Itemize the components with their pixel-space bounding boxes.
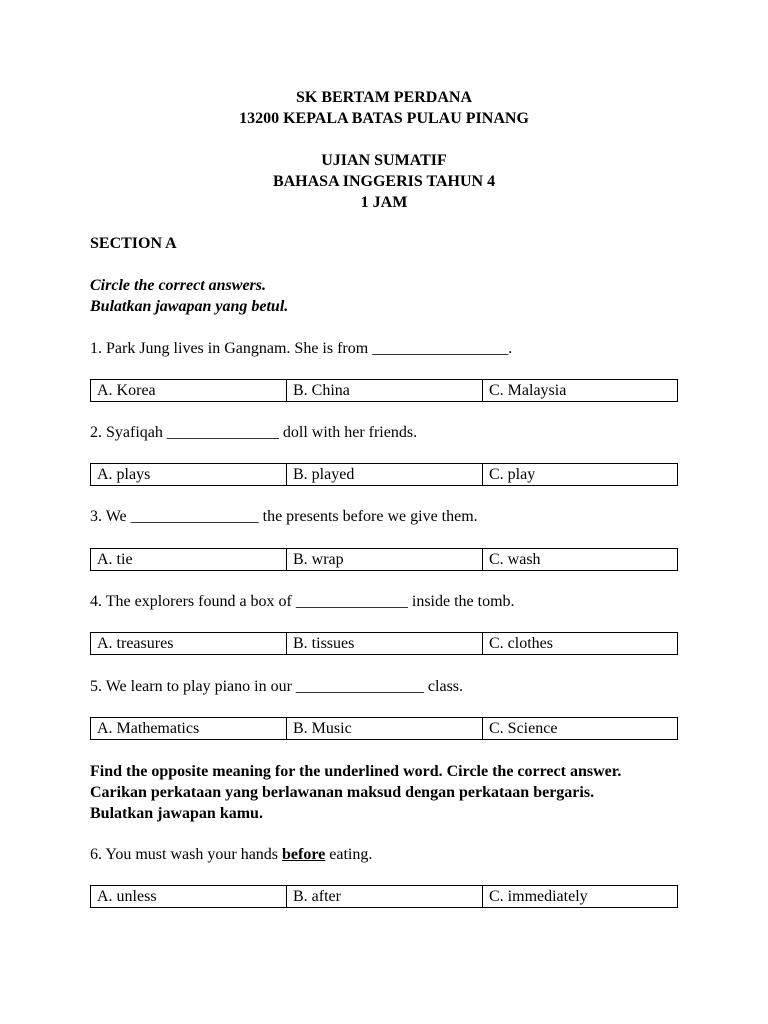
option-b[interactable]: B. China bbox=[287, 380, 483, 401]
instruction-english: Circle the correct answers. bbox=[90, 277, 266, 294]
question-6-prefix: 6. You must wash your hands bbox=[90, 846, 283, 863]
question-1: 1. Park Jung lives in Gangnam. She is from _________________. bbox=[90, 340, 513, 357]
option-b[interactable]: B. wrap bbox=[287, 549, 483, 570]
option-b[interactable]: B. after bbox=[287, 886, 483, 907]
option-b[interactable]: B. tissues bbox=[287, 633, 483, 654]
option-a[interactable]: A. Mathematics bbox=[91, 718, 287, 739]
instruction-malay: Bulatkan jawapan yang betul. bbox=[90, 298, 289, 315]
option-c[interactable]: C. clothes bbox=[489, 635, 553, 652]
question-5-options bbox=[90, 717, 678, 740]
question-5: 5. We learn to play piano in our ________________ class. bbox=[90, 678, 464, 695]
opposite-instruction-malay-2: Bulatkan jawapan kamu. bbox=[90, 805, 263, 822]
exam-duration: 1 JAM bbox=[360, 194, 408, 211]
school-name: SK BERTAM PERDANA bbox=[295, 89, 473, 106]
option-c[interactable]: C. wash bbox=[489, 551, 541, 568]
option-c[interactable]: C. immediately bbox=[489, 888, 588, 905]
question-3: 3. We ________________ the presents before we give them. bbox=[90, 508, 478, 525]
school-address: 13200 KEPALA BATAS PULAU PINANG bbox=[239, 110, 529, 127]
option-b[interactable]: B. played bbox=[287, 464, 483, 485]
option-a[interactable]: A. Korea bbox=[91, 380, 287, 401]
option-a[interactable]: A. unless bbox=[91, 886, 287, 907]
question-6-suffix: eating. bbox=[325, 846, 373, 863]
exam-subject: BAHASA INGGERIS TAHUN 4 bbox=[272, 173, 496, 190]
option-a[interactable]: A. tie bbox=[91, 549, 287, 570]
opposite-instruction-english: Find the opposite meaning for the underlined word. Circle the correct answer. bbox=[90, 763, 622, 780]
option-c[interactable]: C. Malaysia bbox=[489, 382, 567, 399]
option-c[interactable]: C. play bbox=[489, 466, 536, 483]
option-b[interactable]: B. Music bbox=[287, 718, 483, 739]
question-6 bbox=[90, 845, 372, 865]
question-2-options bbox=[90, 463, 678, 486]
question-4: 4. The explorers found a box of ______________ inside the tomb. bbox=[90, 593, 515, 610]
question-6-options bbox=[90, 885, 678, 908]
opposite-instruction-malay: Carikan perkataan yang berlawanan maksud dengan perkataan bergaris. bbox=[90, 784, 595, 801]
question-3-options bbox=[90, 548, 678, 571]
exam-title: UJIAN SUMATIF bbox=[321, 152, 447, 169]
section-heading: SECTION A bbox=[90, 235, 177, 252]
question-4-options bbox=[90, 632, 678, 655]
option-a[interactable]: A. treasures bbox=[91, 633, 287, 654]
underlined-word: before bbox=[282, 846, 326, 863]
option-a[interactable]: A. plays bbox=[91, 464, 287, 485]
question-2: 2. Syafiqah ______________ doll with her friends. bbox=[90, 424, 418, 441]
option-c[interactable]: C. Science bbox=[489, 720, 558, 737]
question-1-options bbox=[90, 379, 678, 402]
